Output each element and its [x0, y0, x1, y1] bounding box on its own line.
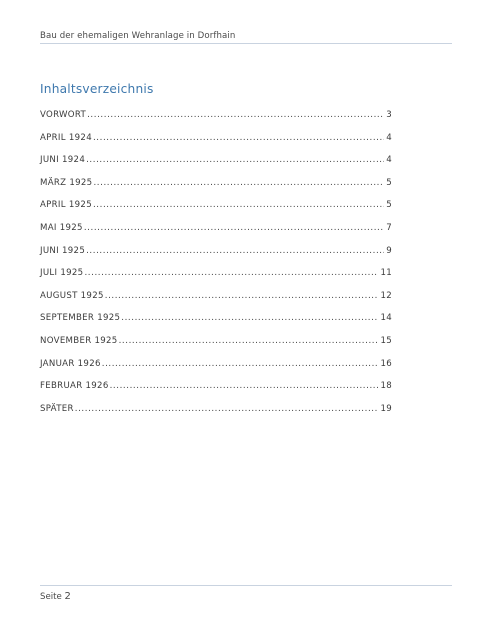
toc-entry-label: APRIL 1924 [40, 132, 92, 143]
toc-entry-label: SEPTEMBER 1925 [40, 313, 121, 324]
toc-entry-page: 3 [386, 110, 392, 120]
toc-entry-page: 11 [380, 268, 392, 279]
toc-entry-page: 4 [386, 155, 392, 166]
toc-entry-page: 12 [380, 290, 392, 301]
toc-entry[interactable] [40, 133, 392, 156]
toc-entry[interactable] [40, 359, 392, 382]
toc-entry-label: APRIL 1925 [40, 200, 92, 211]
toc-entry[interactable] [40, 223, 392, 246]
toc-entry-page: 5 [386, 177, 392, 188]
table-of-contents [40, 110, 392, 426]
toc-entry[interactable] [40, 155, 392, 178]
toc-entry-page: 7 [386, 222, 392, 233]
toc-dot-leader [75, 404, 379, 414]
toc-dot-leader [119, 336, 379, 346]
toc-entry-page: 16 [380, 358, 392, 369]
footer-divider [40, 585, 452, 586]
toc-dot-leader [105, 291, 379, 301]
toc-entry-page: 19 [380, 403, 392, 414]
toc-entry-page: 9 [386, 245, 392, 256]
toc-entry[interactable] [40, 268, 392, 291]
toc-dot-leader [93, 133, 384, 143]
footer-page-number: 2 [64, 591, 71, 602]
toc-entry-label: VORWORT [40, 110, 87, 120]
toc-dot-leader [93, 200, 384, 210]
toc-entry-label: JANUAR 1926 [40, 358, 101, 369]
toc-dot-leader [110, 381, 379, 391]
toc-entry-page: 5 [386, 200, 392, 211]
toc-entry[interactable] [40, 110, 392, 133]
toc-entry-label: SPÄTER [40, 403, 74, 414]
header-divider [40, 43, 452, 44]
toc-entry[interactable] [40, 404, 392, 427]
toc-dot-leader [121, 313, 378, 323]
toc-title: Inhaltsverzeichnis [40, 82, 154, 96]
toc-entry-label: NOVEMBER 1925 [40, 335, 118, 346]
toc-dot-leader [87, 110, 384, 120]
footer-page-label: Seite [40, 592, 62, 602]
toc-entry[interactable] [40, 291, 392, 314]
toc-dot-leader [93, 178, 384, 188]
toc-entry-page: 4 [386, 132, 392, 143]
toc-dot-leader [86, 246, 384, 256]
toc-entry[interactable] [40, 336, 392, 359]
toc-entry-label: JUNI 1925 [40, 245, 86, 256]
toc-entry-page: 15 [380, 335, 392, 346]
toc-entry-page: 18 [380, 381, 392, 392]
toc-entry-page: 14 [380, 313, 392, 324]
toc-entry[interactable] [40, 200, 392, 223]
running-header: Bau der ehemaligen Wehranlage in Dorfhain [40, 31, 236, 41]
toc-entry[interactable] [40, 178, 392, 201]
toc-entry-label: AUGUST 1925 [40, 290, 104, 301]
toc-entry-label: MÄRZ 1925 [40, 177, 93, 188]
toc-entry-label: MAI 1925 [40, 222, 83, 233]
toc-entry[interactable] [40, 246, 392, 269]
toc-entry[interactable] [40, 313, 392, 336]
toc-entry-label: JUNI 1924 [40, 155, 86, 166]
toc-dot-leader [84, 223, 384, 233]
toc-entry-label: JULI 1925 [40, 268, 84, 279]
toc-entry-label: FEBRUAR 1926 [40, 381, 109, 392]
toc-dot-leader [102, 359, 379, 369]
toc-entry[interactable] [40, 381, 392, 404]
page-footer [40, 591, 71, 602]
toc-dot-leader [84, 268, 378, 278]
toc-dot-leader [86, 155, 384, 165]
